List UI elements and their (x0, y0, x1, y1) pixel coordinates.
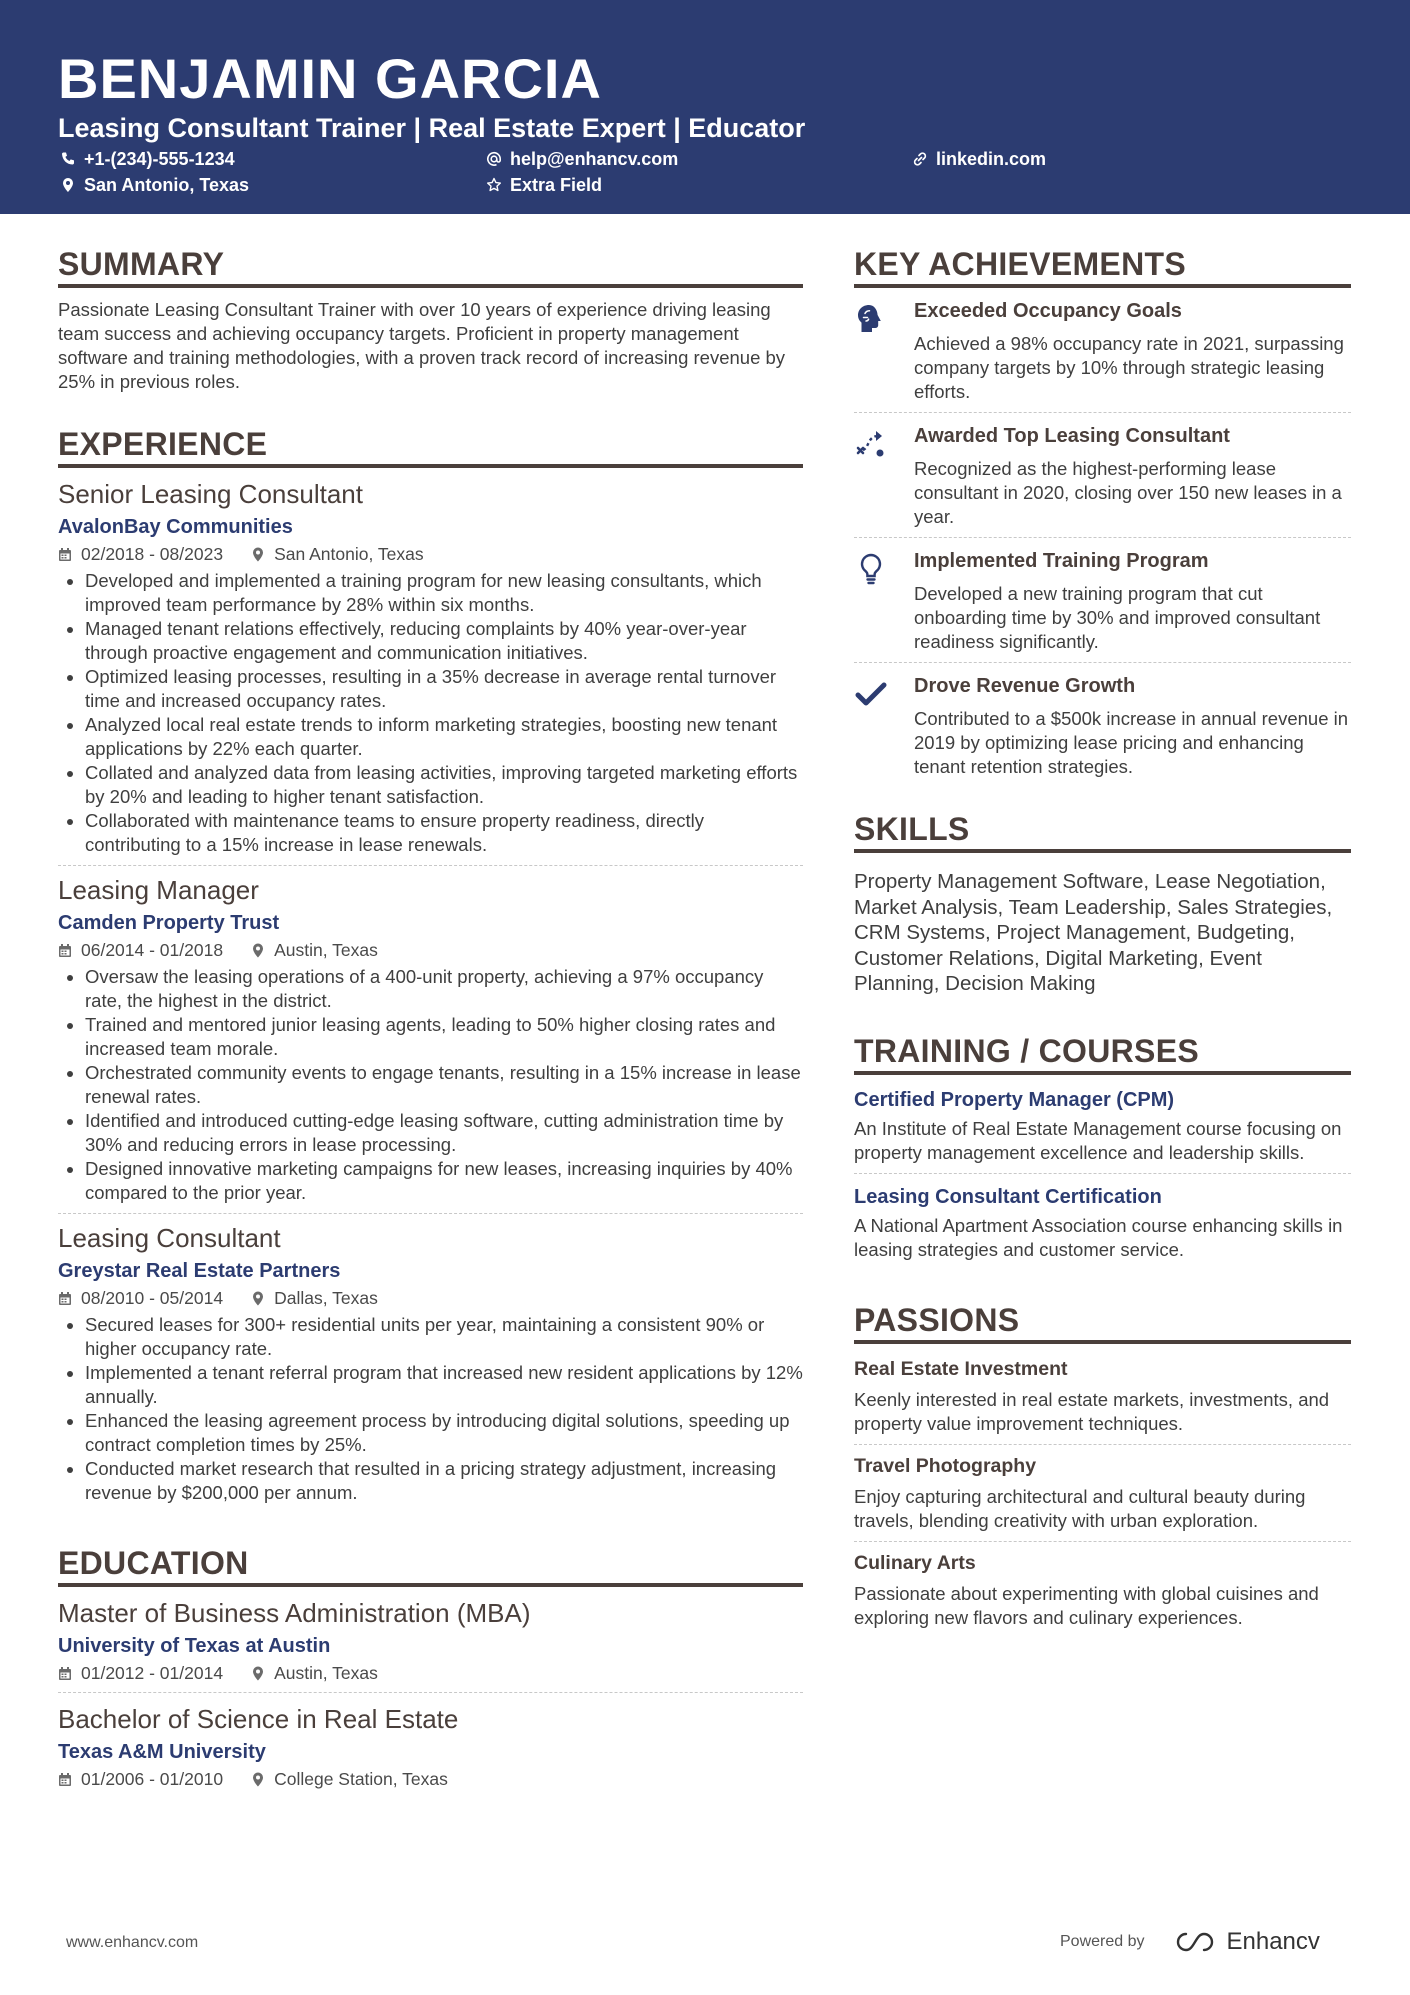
experience-entry (58, 478, 803, 866)
map-pin-icon (251, 1291, 265, 1306)
achievement-item (854, 413, 1351, 538)
footer-website-link[interactable]: www.enhancv.com (66, 1934, 199, 1951)
achievement-description: Achieved a 98% occupancy rate in 2021, surpassing company targets by 10% through strategic leasing efforts. (914, 333, 1344, 402)
passion-title: Culinary Arts (854, 1551, 976, 1574)
section-title-summary: SUMMARY (58, 244, 803, 288)
school-name: Texas A&M University (58, 1741, 266, 1763)
education-meta (58, 1768, 803, 1790)
powered-by-text: Powered by (1060, 1933, 1145, 1950)
route-icon (854, 427, 888, 461)
job-bullets (58, 965, 803, 1205)
course-title: Certified Property Manager (CPM) (854, 1088, 1175, 1111)
contact-location (60, 174, 249, 196)
calendar-icon (58, 1291, 72, 1306)
education-location: Austin, Texas (274, 1663, 378, 1683)
summary-section (58, 244, 803, 394)
bullet-item: • Identified and introduced cutting-edge leasing software, cutting administration time by 30% and reducing errors in lease processing. (85, 1109, 803, 1157)
achievement-title: Exceeded Occupancy Goals (914, 300, 1182, 322)
footer-branding[interactable] (1060, 1928, 1320, 1956)
map-pin-icon (60, 177, 76, 193)
contact-phone (60, 148, 235, 170)
summary-text: Passionate Leasing Consultant Trainer with over 10 years of experience driving leasing team success and achieving occupancy targets. Proficient in property management software and training methodologies, with a proven track record of increasing revenue by 25% in previous roles. (58, 299, 786, 392)
job-meta (58, 543, 803, 565)
job-bullets (58, 1313, 803, 1505)
passion-title: Real Estate Investment (854, 1357, 1068, 1380)
map-pin-icon (251, 943, 265, 958)
head-profile-icon (854, 302, 888, 336)
candidate-name: BENJAMIN GARCIA (58, 47, 602, 110)
left-column (58, 244, 803, 1828)
job-dates: 08/2010 - 05/2014 (81, 1288, 224, 1308)
job-location-wrap (251, 939, 378, 961)
company-name: Greystar Real Estate Partners (58, 1260, 341, 1282)
course-description: An Institute of Real Estate Management course focusing on property management excellence and leadership skills. (854, 1117, 1342, 1163)
achievement-item (854, 538, 1351, 663)
calendar-icon (58, 547, 72, 562)
education-entry (58, 1703, 803, 1798)
email-link[interactable]: help@enhancv.com (510, 149, 679, 169)
passions-section (854, 1300, 1351, 1638)
achievement-description: Developed a new training program that cut onboarding time by 30% and improved consultant readiness significantly. (914, 583, 1321, 652)
contact-email[interactable] (486, 148, 678, 170)
bullet-item: • Orchestrated community events to engage tenants, resulting in a 15% increase in lease renewal rates. (85, 1061, 803, 1109)
bullet-item: • Collated and analyzed data from leasing activities, improving targeted marketing efforts by 20% and leading to higher tenant satisfaction. (85, 761, 803, 809)
right-column (854, 244, 1351, 1668)
achievement-item (854, 288, 1351, 413)
passion-description: Enjoy capturing architectural and cultural beauty during travels, blending creativity with urban exploration. (854, 1485, 1306, 1531)
job-title: Leasing Manager (58, 875, 259, 905)
job-location-wrap (251, 543, 424, 565)
experience-entry (58, 1222, 803, 1513)
course-item (854, 1184, 1351, 1270)
education-entry (58, 1597, 803, 1693)
education-meta (58, 1662, 803, 1684)
education-location-wrap (251, 1768, 448, 1790)
bullet-item: • Enhanced the leasing agreement process by introducing digital solutions, speeding up contract completion times by 25%. (85, 1409, 803, 1457)
passion-item (854, 1550, 1351, 1638)
education-location: College Station, Texas (274, 1769, 448, 1789)
company-name: Camden Property Trust (58, 912, 280, 934)
phone-text: +1-(234)-555-1234 (84, 149, 235, 169)
bullet-item: • Implemented a tenant referral program that increased new resident applications by 12% annually. (85, 1361, 803, 1409)
bullet-item: • Designed innovative marketing campaigns for new leases, increasing inquiries by 40% compared to the prior year. (85, 1157, 803, 1205)
passion-title: Travel Photography (854, 1454, 1037, 1477)
course-title: Leasing Consultant Certification (854, 1185, 1162, 1208)
phone-icon (60, 151, 76, 167)
bullet-item: • Developed and implemented a training program for new leasing consultants, which improved team performance by 28% within six months. (85, 569, 803, 617)
achievement-title: Awarded Top Leasing Consultant (914, 425, 1230, 447)
brand-logo[interactable] (1171, 1928, 1320, 1956)
section-title-education: EDUCATION (58, 1543, 803, 1587)
job-location: San Antonio, Texas (274, 544, 424, 564)
section-title-skills: SKILLS (854, 809, 1351, 853)
at-sign-icon (486, 151, 502, 167)
job-title: Senior Leasing Consultant (58, 479, 363, 509)
job-location: Dallas, Texas (274, 1288, 378, 1308)
extra-field-text: Extra Field (510, 175, 603, 195)
star-icon (486, 177, 502, 193)
education-section (58, 1543, 803, 1798)
achievement-item (854, 663, 1351, 787)
company-name: AvalonBay Communities (58, 516, 293, 538)
achievements-section (854, 244, 1351, 787)
map-pin-icon (251, 1772, 265, 1787)
location-text: San Antonio, Texas (84, 175, 250, 195)
lightbulb-icon (854, 552, 888, 586)
bullet-item: • Optimized leasing processes, resulting in a 35% decrease in average rental turnover time and increased occupancy rates. (85, 665, 803, 713)
job-location-wrap (251, 1287, 378, 1309)
bullet-item: • Oversaw the leasing operations of a 400-unit property, achieving a 97% occupancy rate, the highest in the district. (85, 965, 803, 1013)
brand-name: Enhancv (1226, 1928, 1320, 1955)
linkedin-link[interactable]: linkedin.com (936, 149, 1047, 169)
section-title-passions: PASSIONS (854, 1300, 1351, 1344)
bullet-item: • Analyzed local real estate trends to inform marketing strategies, boosting new tenant applications by 22% each quarter. (85, 713, 803, 761)
section-title-experience: EXPERIENCE (58, 424, 803, 468)
education-dates: 01/2012 - 01/2014 (81, 1663, 224, 1683)
passion-description: Keenly interested in real estate markets, investments, and property value improvement techniques. (854, 1388, 1330, 1434)
enhancv-logo-icon (1171, 1929, 1219, 1955)
job-dates: 06/2014 - 01/2018 (81, 940, 224, 960)
passion-description: Passionate about experimenting with global cuisines and exploring new flavors and culinary experiences. (854, 1582, 1319, 1628)
education-dates: 01/2006 - 01/2010 (81, 1769, 224, 1789)
resume-header (0, 0, 1410, 214)
bullet-item: • Collaborated with maintenance teams to ensure property readiness, directly contributing to a 15% increase in lease renewals. (85, 809, 803, 857)
job-meta (58, 939, 803, 961)
job-location: Austin, Texas (274, 940, 378, 960)
contact-extra (486, 174, 602, 196)
job-dates: 02/2018 - 08/2023 (81, 544, 224, 564)
achievement-title: Implemented Training Program (914, 550, 1209, 572)
job-title: Leasing Consultant (58, 1223, 281, 1253)
degree-title: Bachelor of Science in Real Estate (58, 1704, 459, 1734)
map-pin-icon (251, 547, 265, 562)
experience-entry (58, 874, 803, 1214)
skills-list: Property Management Software, Lease Negotiation, Market Analysis, Team Leadership, Sales Strategies, CRM Systems, Project Management, Budgeting, Customer Relations, Digital Marketing, Event Planning, Decision Making (854, 870, 1333, 995)
school-name: University of Texas at Austin (58, 1635, 331, 1657)
skills-section (854, 809, 1351, 997)
achievement-title: Drove Revenue Growth (914, 675, 1136, 697)
calendar-icon (58, 1666, 72, 1681)
job-bullets (58, 569, 803, 857)
degree-title: Master of Business Administration (MBA) (58, 1598, 531, 1628)
bullet-item: • Conducted market research that resulted in a pricing strategy adjustment, increasing revenue by $200,000 per annum. (85, 1457, 803, 1505)
contact-linkedin[interactable] (912, 148, 1046, 170)
training-section (854, 1031, 1351, 1270)
map-pin-icon (251, 1666, 265, 1681)
calendar-icon (58, 1772, 72, 1787)
candidate-headline: Leasing Consultant Trainer | Real Estate Expert | Educator (58, 113, 806, 143)
passion-item (854, 1356, 1351, 1445)
section-title-achievements: KEY ACHIEVEMENTS (854, 244, 1351, 288)
link-icon (912, 151, 928, 167)
course-item (854, 1087, 1351, 1174)
course-description: A National Apartment Association course enhancing skills in leasing strategies and customer service. (854, 1214, 1343, 1260)
bullet-item: • Secured leases for 300+ residential units per year, maintaining a consistent 90% or higher occupancy rate. (85, 1313, 803, 1361)
experience-section (58, 424, 803, 1513)
section-title-training: TRAINING / COURSES (854, 1031, 1351, 1075)
achievement-description: Contributed to a $500k increase in annual revenue in 2019 by optimizing lease pricing and enhancing tenant retention strategies. (914, 708, 1349, 777)
bullet-item: • Managed tenant relations effectively, reducing complaints by 40% year-over-year through proactive engagement and communication initiatives. (85, 617, 803, 665)
bullet-item: • Trained and mentored junior leasing agents, leading to 50% higher closing rates and increased team morale. (85, 1013, 803, 1061)
job-meta (58, 1287, 803, 1309)
achievement-description: Recognized as the highest-performing lease consultant in 2020, closing over 150 new leases in a year. (914, 458, 1342, 527)
checkmark-icon (854, 677, 888, 711)
education-location-wrap (251, 1662, 378, 1684)
passion-item (854, 1453, 1351, 1542)
calendar-icon (58, 943, 72, 958)
